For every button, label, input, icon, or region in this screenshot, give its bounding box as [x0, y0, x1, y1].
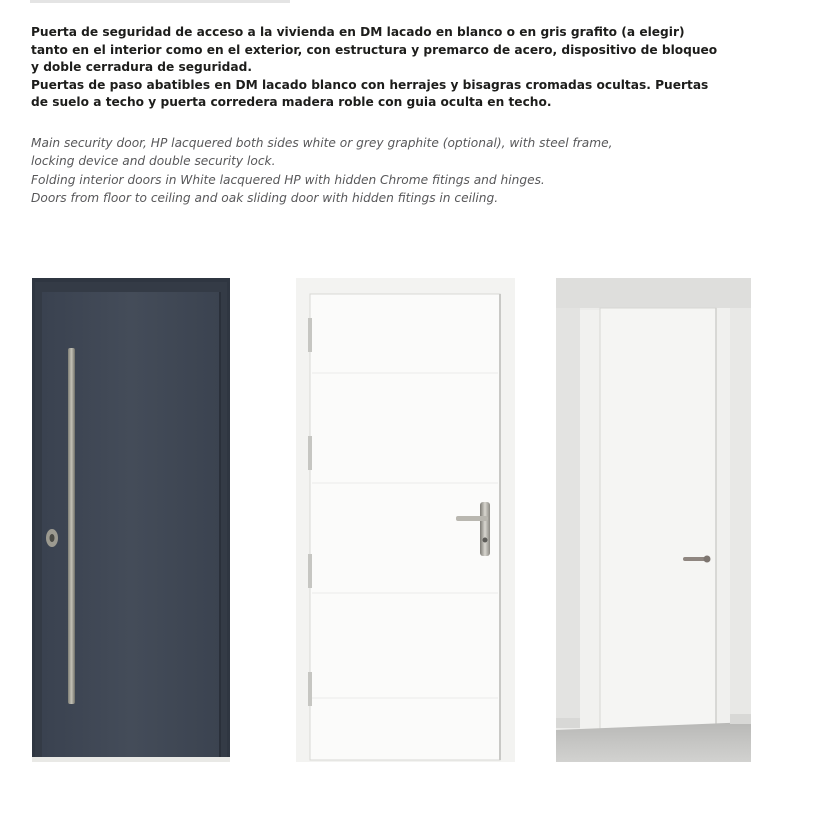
hinge — [308, 318, 312, 352]
spanish-line: Puerta de seguridad de acceso a la vivienda en DM lacado en blanco o en gris grafito (a elegir) — [31, 25, 685, 39]
top-divider — [30, 0, 290, 3]
spanish-description — [31, 24, 801, 112]
door-panel — [310, 294, 500, 760]
english-line: locking device and double security lock. — [31, 154, 276, 169]
ceiling — [556, 278, 751, 308]
hinge — [308, 554, 312, 588]
spanish-line: Puertas de paso abatibles en DM lacado blanco con herrajes y bisagras cromadas ocultas. Puertas — [31, 77, 709, 92]
lever-handle — [456, 516, 488, 521]
door-panel — [600, 308, 716, 730]
english-line: Doors from floor to ceiling and oak sliding door with hidden fitings in ceiling. — [31, 191, 499, 206]
spanish-line: y doble cerradura de seguridad. — [31, 60, 252, 75]
floor-to-ceiling-door-photo — [556, 278, 751, 762]
english-line: Folding interior doors in White lacquered HP with hidden Chrome fitings and hinges. — [31, 172, 545, 187]
english-line: Main security door, HP lacquered both sides white or grey graphite (optional), with steel frame, — [31, 136, 613, 150]
security-door-photo — [32, 278, 230, 762]
spanish-line: de suelo a techo y puerta corredera madera roble con guia oculta en techo. — [31, 95, 552, 110]
bar-handle — [68, 348, 75, 704]
interior-door-photo — [296, 278, 515, 762]
hinge — [308, 672, 312, 706]
spanish-line: tanto en el interior como en el exterior, con estructura y premarco de acero, dispositivo de bloqueo — [31, 42, 718, 57]
english-description — [31, 134, 801, 208]
handle-plate — [480, 502, 490, 556]
hinge — [308, 436, 312, 470]
